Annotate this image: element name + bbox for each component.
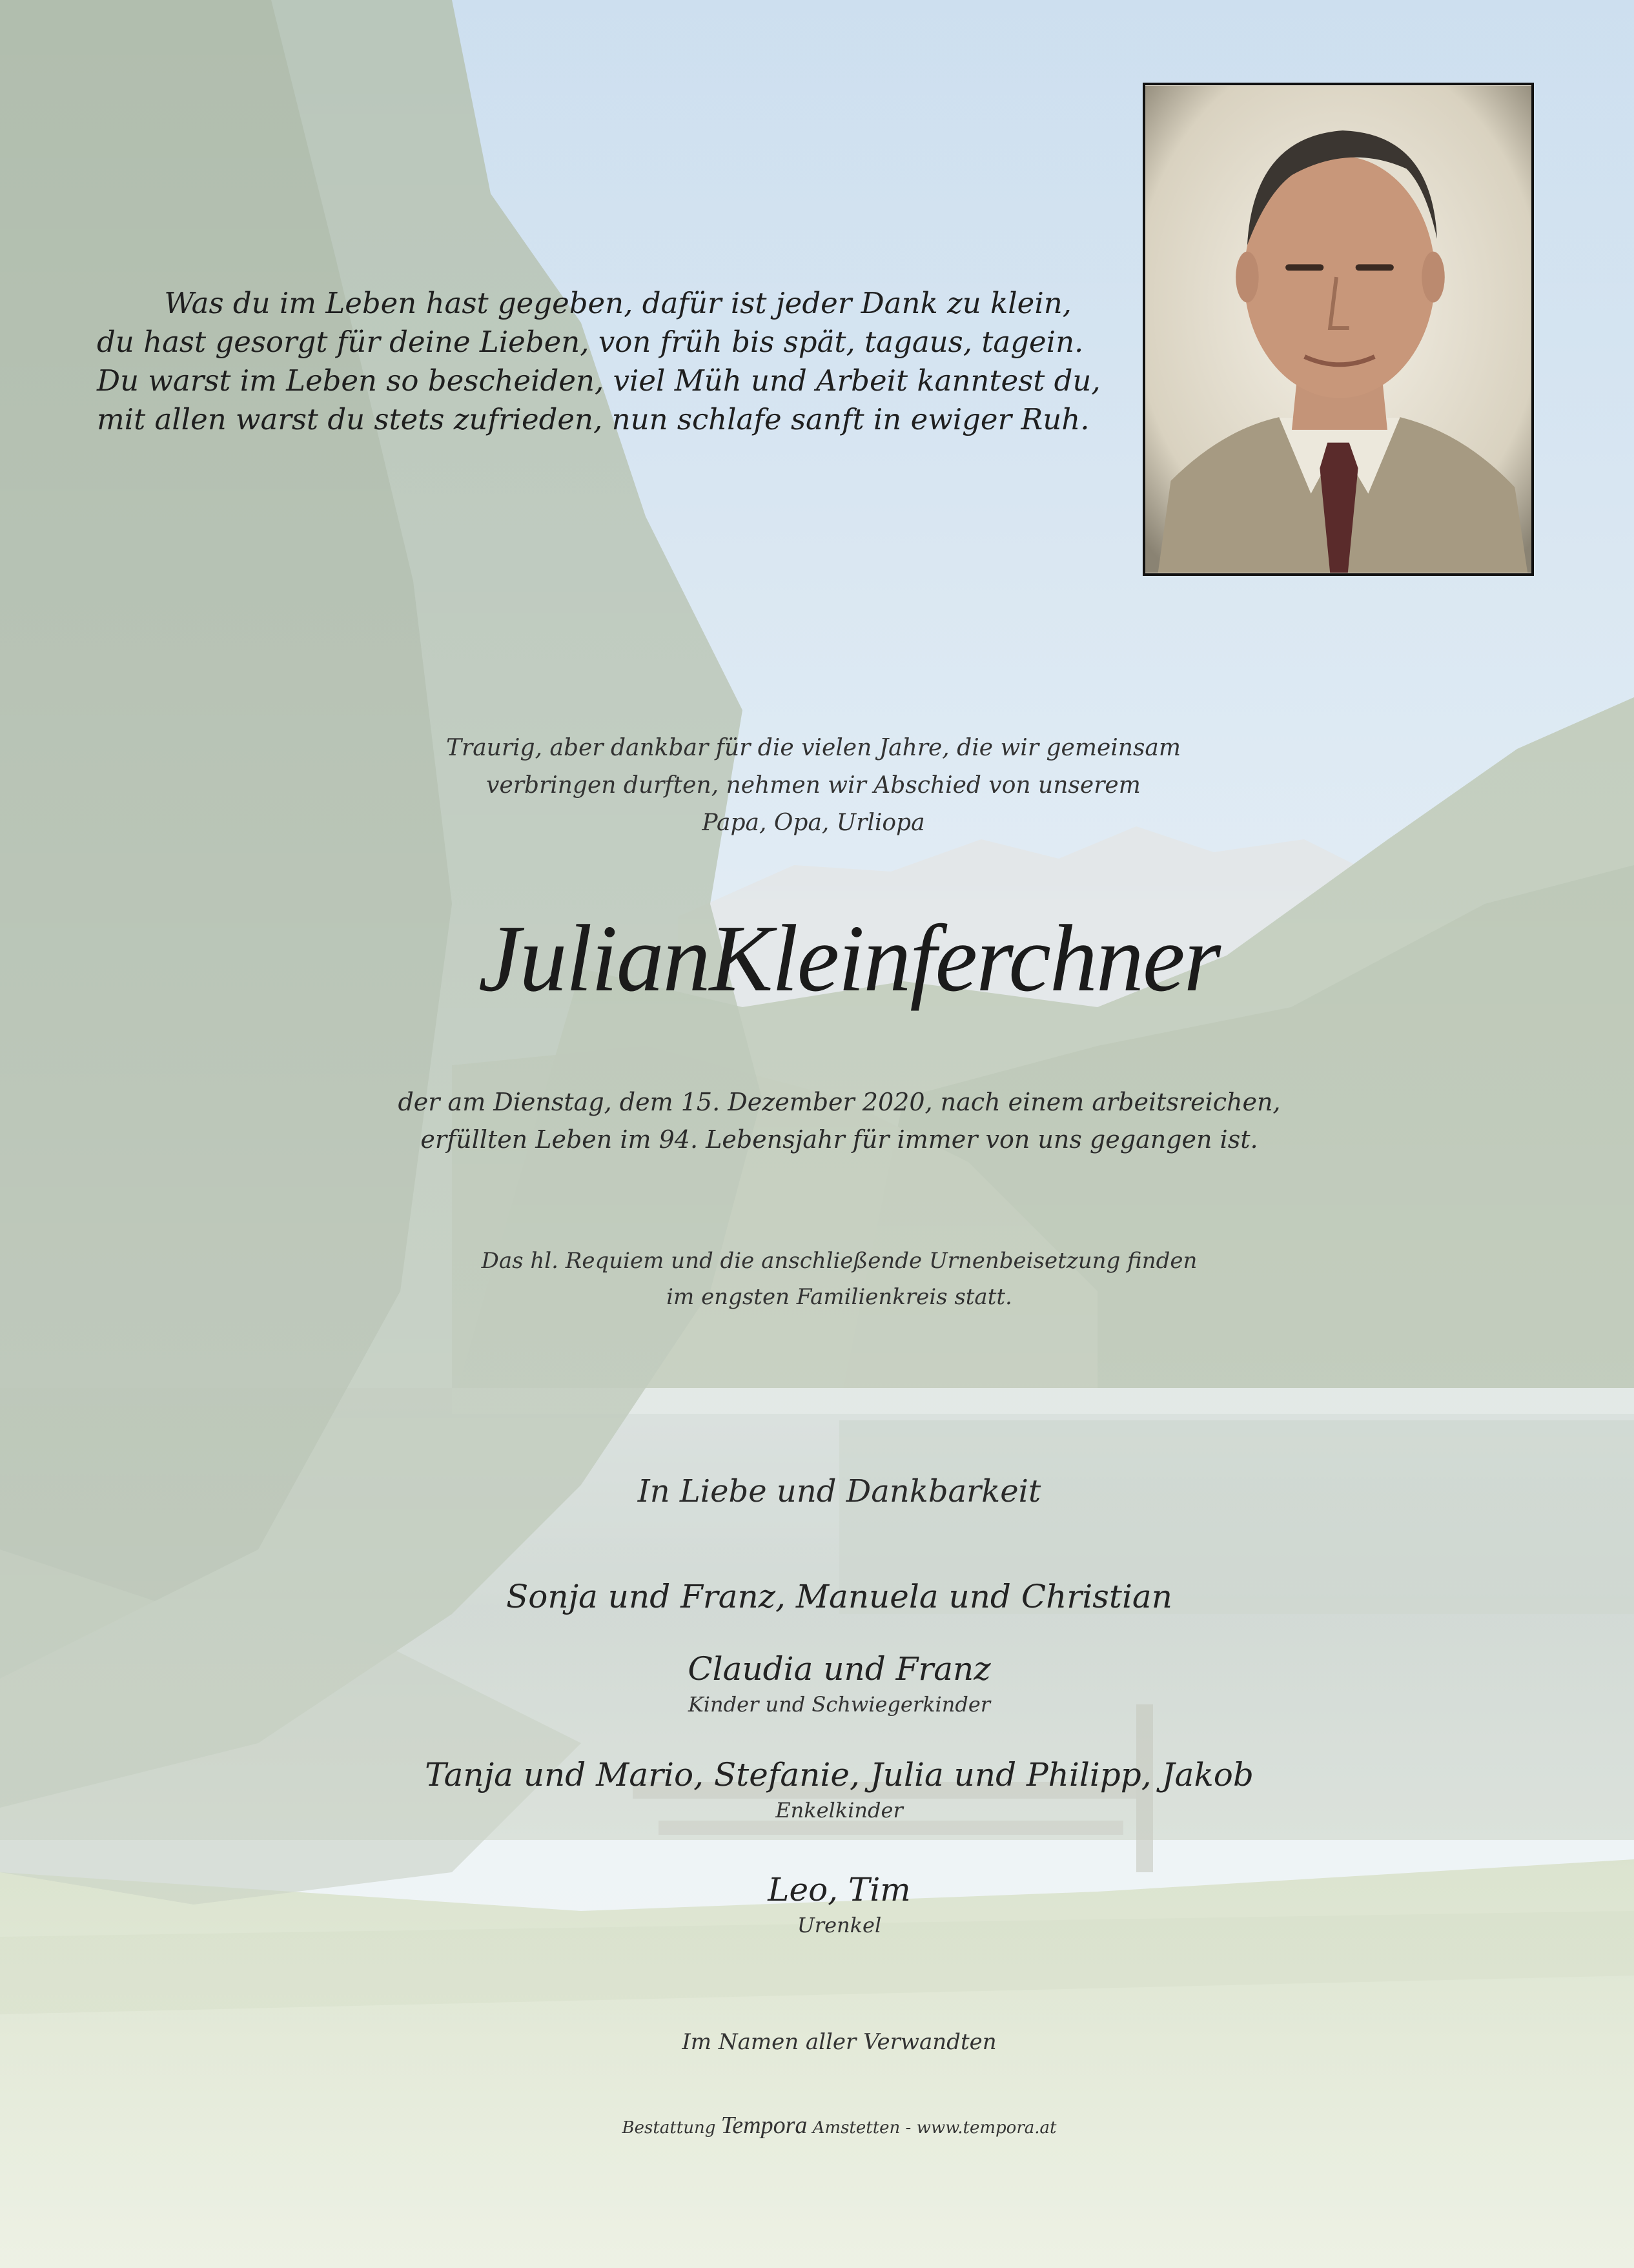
family-names: Leo, Tim bbox=[768, 1871, 911, 1908]
footer-prefix: Bestattung bbox=[622, 2118, 716, 2138]
dedication: In Liebe und Dankbarkeit bbox=[637, 1473, 1041, 1509]
family-group bbox=[258, 1648, 1420, 1753]
footer bbox=[452, 2110, 1227, 2143]
death-notice-line: der am Dienstag, dem 15. Dezember 2020, nach einem arbeitsreichen, bbox=[398, 1088, 1281, 1116]
footer-brand: Tempora bbox=[720, 2112, 808, 2139]
family-list bbox=[258, 1575, 1420, 1952]
intro-line: Papa, Opa, Urliopa bbox=[702, 810, 925, 836]
footer-suffix: Amstetten - www.tempora.at bbox=[812, 2118, 1057, 2138]
poem-line: Was du im Leben hast gegeben, dafür ist jeder Dank zu klein, bbox=[164, 286, 1072, 320]
family-names: Claudia und Franz bbox=[688, 1650, 991, 1688]
poem-block bbox=[97, 284, 1101, 439]
poem-line: mit allen warst du stets zufrieden, nun schlafe sanft in ewiger Ruh. bbox=[97, 402, 1090, 436]
family-names: Tanja und Mario, Stefanie, Julia und Philipp, Jakob bbox=[425, 1756, 1254, 1793]
family-role: Enkelkinder bbox=[775, 1798, 903, 1823]
family-group bbox=[258, 1868, 1420, 1952]
death-notice-line: erfüllten Leben im 94. Lebensjahr für immer von uns gegangen ist. bbox=[420, 1125, 1258, 1154]
portrait-photo bbox=[1143, 83, 1534, 576]
family-role: Kinder und Schwiegerkinder bbox=[688, 1692, 991, 1717]
intro-line: Traurig, aber dankbar für die vielen Jahre, die wir gemeinsam bbox=[445, 735, 1181, 761]
requiem-line: im engsten Familienkreis statt. bbox=[666, 1284, 1012, 1310]
intro-line: verbringen durften, nehmen wir Abschied von unserem bbox=[486, 772, 1141, 799]
family-names: Sonja und Franz, Manuela und Christian bbox=[506, 1578, 1172, 1615]
family-group bbox=[258, 1753, 1420, 1868]
requiem-notice bbox=[400, 1243, 1278, 1315]
relatives-line: Im Namen aller Verwandten bbox=[682, 2029, 997, 2055]
death-notice bbox=[362, 1083, 1317, 1158]
deceased-name: JulianKleinferchner bbox=[478, 906, 1220, 1012]
portrait-photo-icon bbox=[1145, 85, 1531, 573]
requiem-line: Das hl. Requiem und die anschließende Urnenbeisetzung finden bbox=[481, 1248, 1198, 1274]
poem-line: Du warst im Leben so bescheiden, viel Müh und Arbeit kanntest du, bbox=[97, 363, 1101, 398]
family-role: Urenkel bbox=[797, 1913, 882, 1937]
intro-text bbox=[387, 730, 1240, 842]
family-group bbox=[258, 1575, 1420, 1648]
poem-line: du hast gesorgt für deine Lieben, von früh bis spät, tagaus, tagein. bbox=[97, 325, 1084, 359]
